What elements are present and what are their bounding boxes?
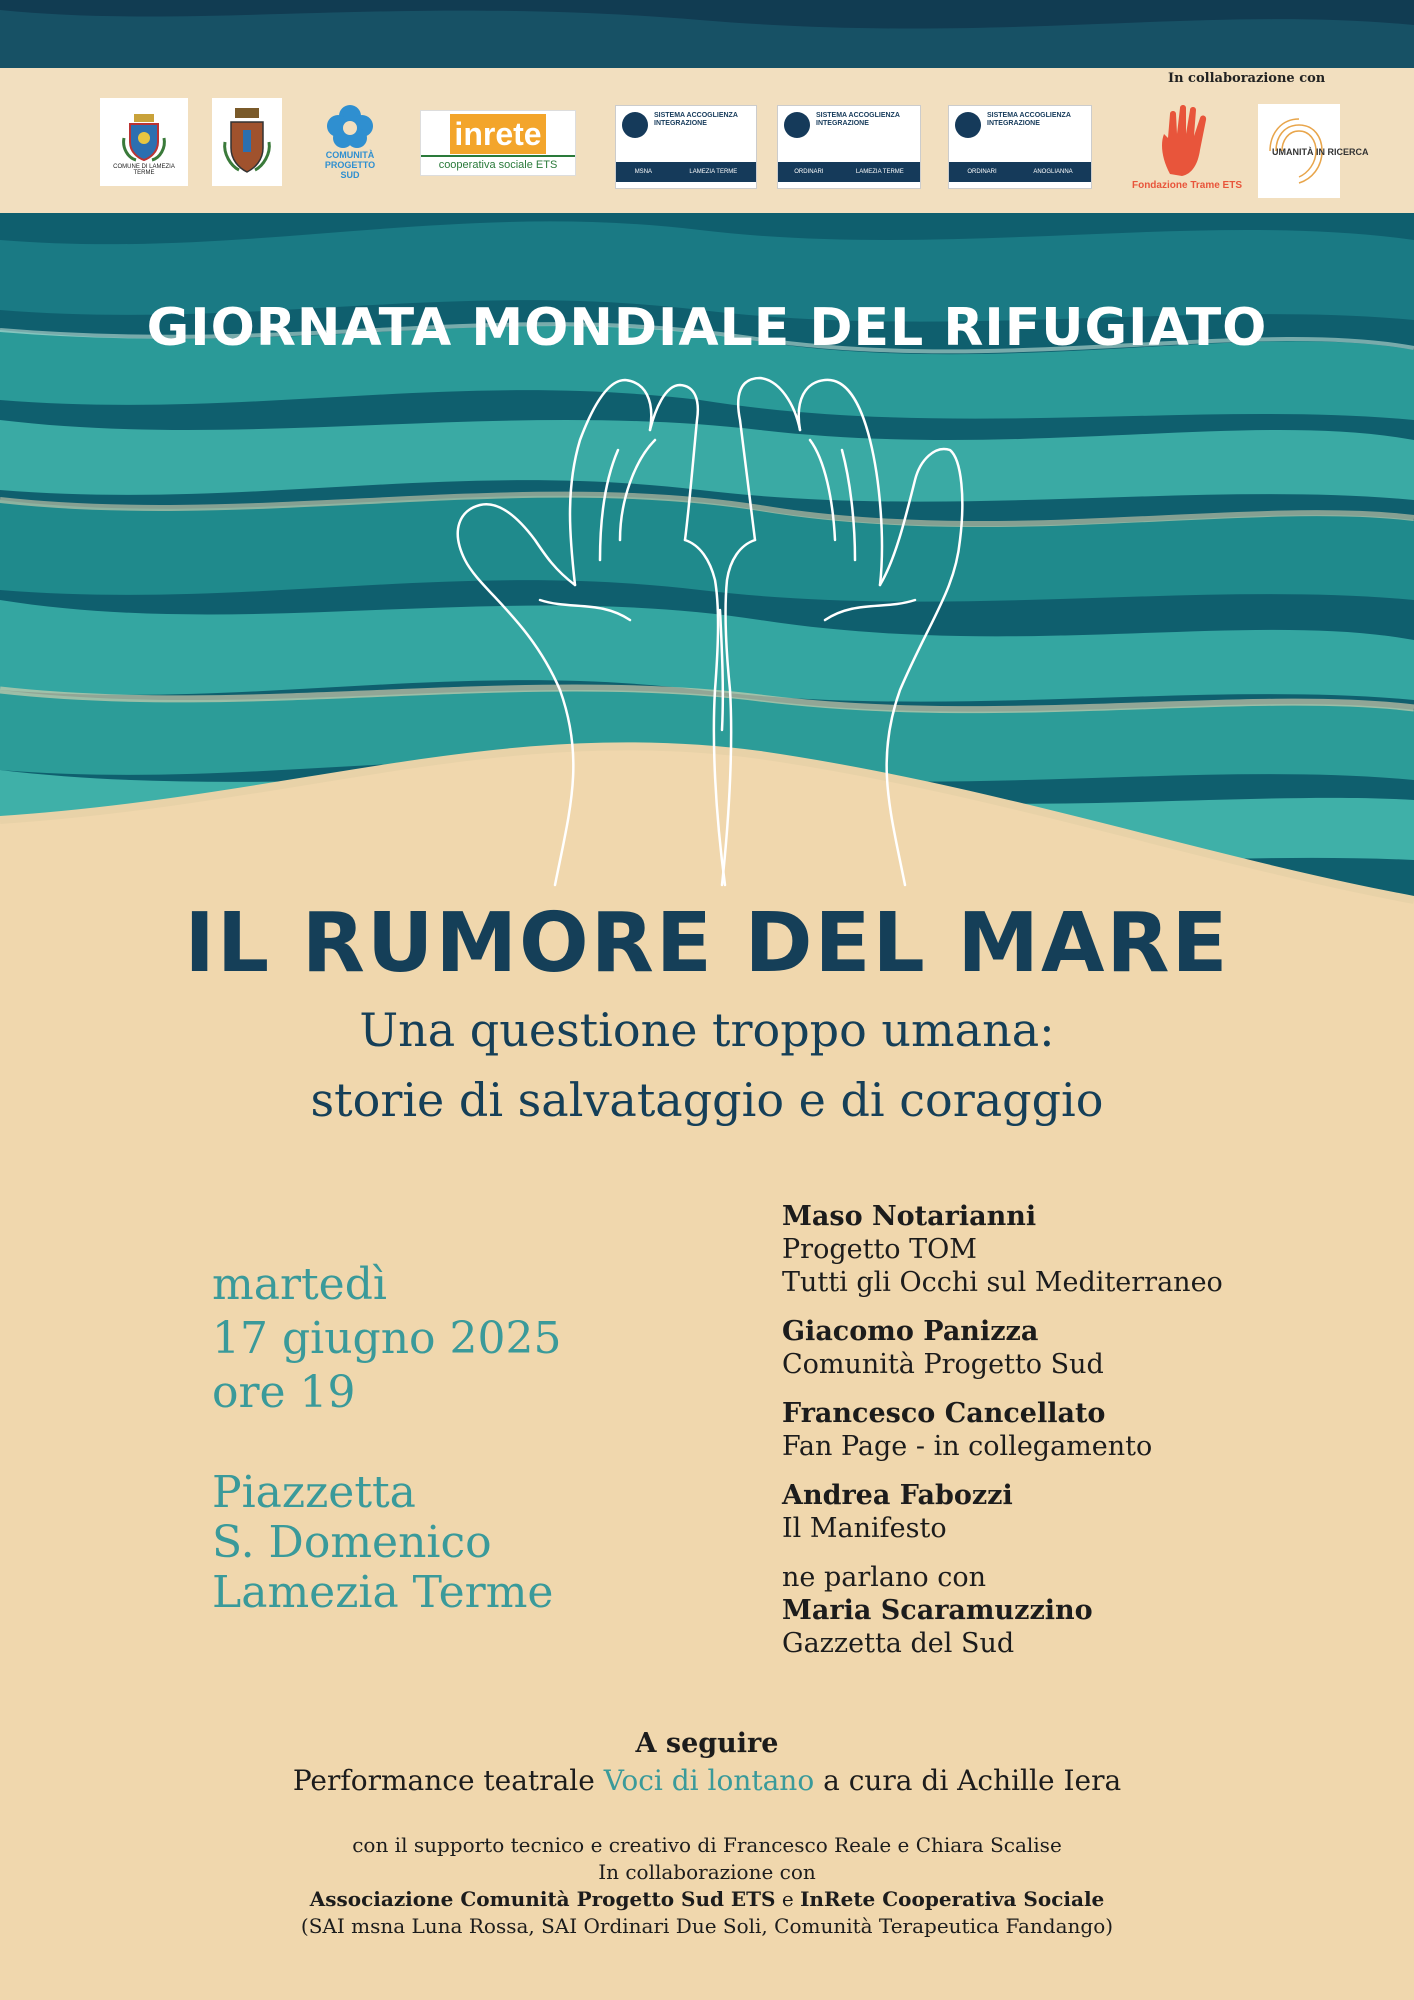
umanita-logo-text: UMANITÀ IN RICERCA — [1272, 147, 1369, 157]
performance-line — [0, 1764, 1414, 1797]
speaker-name: Francesco Cancellato — [782, 1398, 1106, 1429]
sai-logo-ordinari-2: SISTEMA ACCOGLIENZA INTEGRAZIONE ORDINARI ANOGLIANNA — [948, 105, 1092, 189]
speaker-role: Il Manifesto — [782, 1513, 947, 1544]
sai-logo-msna: SISTEMA ACCOGLIENZA INTEGRAZIONE MSNA LAMEZIA TERME — [615, 105, 757, 189]
trame-logo-text: Fondazione Trame ETS — [1131, 180, 1243, 191]
credits-assoc1: Associazione Comunità Progetto Sud ETS — [309, 1887, 776, 1911]
moderator-role: Gazzetta del Sud — [782, 1628, 1015, 1659]
umanita-in-ricerca-logo — [1258, 104, 1369, 198]
place-line2: S. Domenico — [212, 1517, 492, 1568]
flower-icon — [322, 102, 378, 150]
crest-icon — [217, 102, 277, 182]
performance-suffix: a cura di Achille Iera — [814, 1764, 1122, 1797]
event-place-block — [212, 1468, 553, 1618]
moderator — [782, 1561, 1302, 1660]
speaker-role: Progetto TOM — [782, 1234, 977, 1265]
following-label: A seguire — [635, 1728, 779, 1759]
place-line1: Piazzetta — [212, 1467, 416, 1518]
credits-block: con il supporto tecnico e creativo di Francesco Reale e Chiara Scalise In collaborazione con Associazione Comunità Progetto Sud ETS e InRete Cooperativa Sociale (SAI msna Luna Rossa, SAI Ordinari Due Soli, Comunità Terapeutica Fandango) — [0, 1832, 1414, 1940]
credits-collab: In collaborazione con — [598, 1860, 816, 1884]
header-title: GIORNATA MONDIALE DEL RIFUGIATO — [146, 298, 1268, 358]
sai-logo-ordinari-lamezia: SISTEMA ACCOGLIENZA INTEGRAZIONE ORDINARI LAMEZIA TERME — [777, 105, 921, 189]
inrete-sub-text: cooperativa sociale ETS — [421, 155, 575, 173]
performance-title: Voci di lontano — [603, 1764, 815, 1797]
fondazione-trame-logo — [1132, 104, 1242, 200]
comune-logo-text: COMUNE DI LAMEZIA TERME — [113, 164, 175, 176]
moderator-intro: ne parlano con — [782, 1562, 986, 1593]
sai-dot-icon — [784, 112, 810, 138]
subtitle-line2: storie di salvataggio e di coraggio — [310, 1073, 1104, 1127]
speaker-name: Giacomo Panizza — [782, 1316, 1039, 1347]
sai-dot-icon — [622, 112, 648, 138]
place-line3: Lamezia Terme — [212, 1567, 554, 1618]
performance-prefix: Performance teatrale — [292, 1764, 604, 1797]
credits-assoc2: InRete Cooperativa Sociale — [800, 1887, 1105, 1911]
speaker-role: Comunità Progetto Sud — [782, 1349, 1104, 1380]
inrete-main-text: inrete — [450, 114, 545, 154]
comune-lamezia-logo — [100, 98, 188, 186]
subtitle-line1: Una questione troppo umana: — [359, 1003, 1055, 1057]
speaker-name: Andrea Fabozzi — [782, 1480, 1013, 1511]
moderator-name: Maria Scaramuzzino — [782, 1595, 1093, 1626]
hand-icon — [1152, 104, 1222, 180]
speakers-list — [782, 1200, 1302, 1660]
event-date-block — [212, 1258, 562, 1420]
main-title: IL RUMORE DEL MARE — [184, 896, 1230, 991]
collab-note: In collaborazione con — [1168, 71, 1326, 86]
speaker-role: Fan Page - in collegamento — [782, 1431, 1153, 1462]
event-day: martedì — [212, 1259, 387, 1310]
speaker-4 — [782, 1479, 1302, 1545]
inrete-logo — [420, 110, 576, 176]
speaker-3 — [782, 1397, 1302, 1463]
credits-sai: (SAI msna Luna Rossa, SAI Ordinari Due Soli, Comunità Terapeutica Fandango) — [300, 1914, 1114, 1938]
speaker-2 — [782, 1315, 1302, 1381]
sai-dot-icon — [955, 112, 981, 138]
speaker-role: Tutti gli Occhi sul Mediterraneo — [782, 1267, 1223, 1298]
speaker-1 — [782, 1200, 1302, 1299]
crest-icon — [116, 108, 172, 164]
event-date: 17 giugno 2025 — [212, 1313, 562, 1364]
credits-support: con il supporto tecnico e creativo di Francesco Reale e Chiara Scalise — [352, 1833, 1062, 1857]
fingerprint-icon — [1264, 111, 1369, 191]
cps-logo-text: COMUNITÀ PROGETTO SUD — [324, 150, 376, 180]
province-crest-logo — [212, 98, 282, 186]
speaker-name: Maso Notarianni — [782, 1201, 1037, 1232]
comunita-progetto-sud-logo — [315, 102, 385, 187]
event-time: ore 19 — [212, 1367, 356, 1418]
